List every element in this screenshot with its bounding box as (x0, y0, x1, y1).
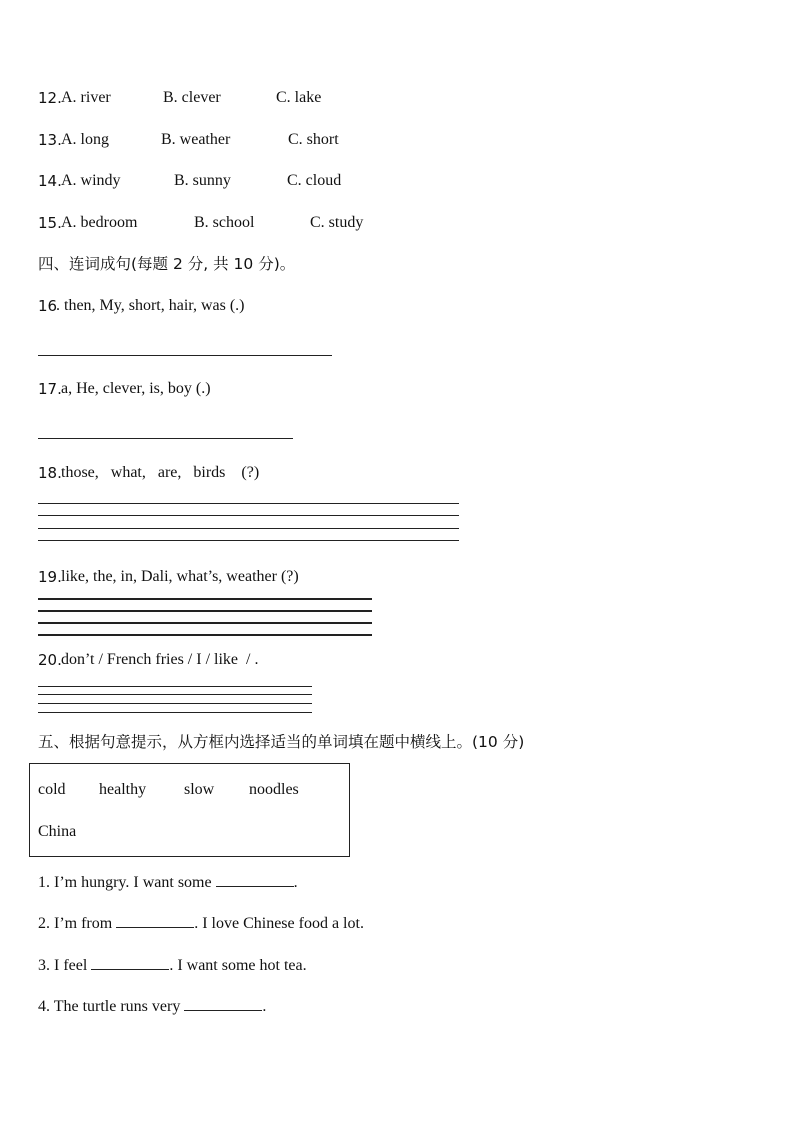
section-5-heading: 五、根据句意提示，从方框内选择适当的单词填在题中横线上。(10 分) (38, 733, 525, 751)
option-c: C. short (288, 131, 339, 148)
item-number: 18. (38, 464, 62, 482)
item-number: 16 (38, 297, 58, 315)
sentence-text: 3. I feel (38, 957, 92, 974)
fill-sentence-2 (38, 911, 364, 934)
option-a: A. bedroom (61, 214, 138, 231)
scrambled-words: those, what, are, birds (?) (61, 464, 260, 481)
fill-blank[interactable] (184, 994, 262, 1011)
option-b: B. school (194, 214, 255, 231)
fill-blank[interactable] (216, 870, 294, 887)
sentence-text: 2. I’m from (38, 915, 117, 932)
answer-line[interactable] (38, 528, 459, 529)
item-number: 17. (38, 380, 62, 398)
item-number: 20. (38, 651, 62, 669)
scrambled-words: . then, My, short, hair, was (.) (56, 297, 245, 314)
sentence-text: . I want some hot tea. (169, 957, 307, 974)
answer-line[interactable] (38, 634, 372, 636)
fill-sentence-1 (38, 870, 298, 893)
answer-line[interactable] (38, 438, 293, 439)
option-b: B. weather (161, 131, 231, 148)
sentence-text: . (262, 998, 267, 1015)
sentence-text: 1. I’m hungry. I want some (38, 874, 216, 891)
item-number: 15. (38, 214, 62, 232)
word-slow: slow (184, 781, 215, 798)
item-number: 12. (38, 89, 62, 107)
fill-sentence-4 (38, 994, 266, 1017)
answer-line[interactable] (38, 610, 372, 612)
answer-line[interactable] (38, 712, 312, 713)
answer-line[interactable] (38, 703, 312, 704)
option-a: A. long (61, 131, 109, 148)
fill-blank[interactable] (116, 911, 194, 928)
answer-line[interactable] (38, 622, 372, 624)
option-c: C. study (310, 214, 364, 231)
sentence-text: 4. The turtle runs very (38, 998, 185, 1015)
option-c: C. lake (276, 89, 322, 106)
option-b: B. clever (163, 89, 221, 106)
answer-line[interactable] (38, 540, 459, 541)
word-box (29, 763, 350, 857)
option-a: A. river (61, 89, 111, 106)
fill-blank[interactable] (91, 953, 169, 970)
answer-line[interactable] (38, 503, 459, 504)
answer-line[interactable] (38, 686, 312, 687)
word-healthy: healthy (99, 781, 147, 798)
word-cold: cold (38, 781, 66, 798)
fill-sentence-3 (38, 953, 307, 976)
answer-line[interactable] (38, 515, 459, 516)
answer-line[interactable] (38, 355, 332, 356)
option-c: C. cloud (287, 172, 342, 189)
sentence-text: . I love Chinese food a lot. (194, 915, 364, 932)
answer-line[interactable] (38, 598, 372, 600)
word-noodles: noodles (249, 781, 299, 798)
option-b: B. sunny (174, 172, 231, 189)
section-4-heading: 四、连词成句(每题 2 分, 共 10 分)。 (38, 255, 296, 273)
scrambled-words: like, the, in, Dali, what’s, weather (?) (61, 568, 299, 585)
scrambled-words: a, He, clever, is, boy (.) (61, 380, 211, 397)
scrambled-words: don’t / French fries / I / like / . (61, 651, 259, 668)
answer-line[interactable] (38, 694, 312, 695)
option-a: A. windy (61, 172, 121, 189)
item-number: 14. (38, 172, 62, 190)
item-number: 19. (38, 568, 62, 586)
item-number: 13. (38, 131, 62, 149)
sentence-text: . (293, 874, 298, 891)
word-china: China (38, 823, 77, 840)
